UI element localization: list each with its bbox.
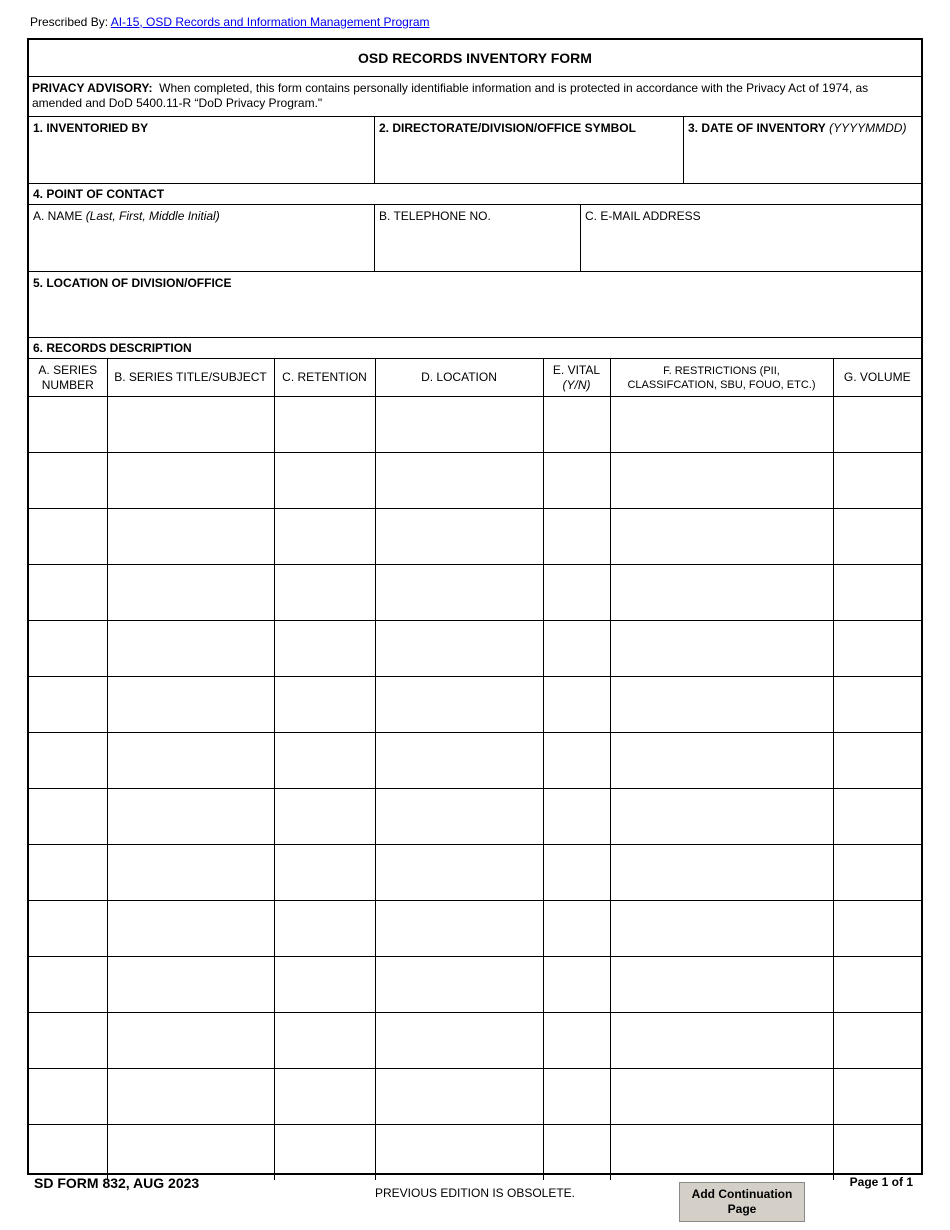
cell-location[interactable] — [375, 397, 543, 453]
cell-location[interactable] — [375, 789, 543, 845]
cell-vital[interactable] — [543, 453, 610, 509]
cell-vital[interactable] — [543, 1013, 610, 1069]
cell-series-number[interactable] — [29, 1013, 107, 1069]
cell-retention[interactable] — [274, 453, 375, 509]
cell-vital[interactable] — [543, 957, 610, 1013]
cell-location[interactable] — [375, 845, 543, 901]
series-number-header-line2: NUMBER — [41, 377, 94, 392]
table-row — [29, 1069, 921, 1125]
prescribing-directive-link[interactable]: AI-15, OSD Records and Information Management Program — [110, 15, 430, 29]
table-row — [29, 789, 921, 845]
cell-series-title[interactable] — [107, 1013, 274, 1069]
form-identifier: SD FORM 832, AUG 2023 — [34, 1175, 200, 1191]
cell-location[interactable] — [375, 1069, 543, 1125]
poc-email-input[interactable] — [583, 225, 919, 269]
cell-volume[interactable] — [833, 1013, 921, 1069]
table-row — [29, 901, 921, 957]
add-continuation-page-button[interactable] — [679, 1182, 805, 1222]
cell-series-number[interactable] — [29, 509, 107, 565]
column-header-vital — [543, 359, 610, 397]
cell-volume[interactable] — [833, 1125, 921, 1181]
cell-retention[interactable] — [274, 1125, 375, 1181]
cell-volume[interactable] — [833, 453, 921, 509]
obsolete-edition-note: PREVIOUS EDITION IS OBSOLETE. — [374, 1186, 576, 1200]
cell-retention[interactable] — [274, 845, 375, 901]
point-of-contact-label: 4. POINT OF CONTACT — [29, 184, 921, 205]
cell-volume[interactable] — [833, 733, 921, 789]
table-row — [29, 453, 921, 509]
cell-restrictions[interactable] — [610, 1013, 833, 1069]
vital-header-line2: (Y/N) — [562, 377, 591, 392]
cell-restrictions[interactable] — [610, 509, 833, 565]
office-location-label: 5. LOCATION OF DIVISION/OFFICE — [33, 276, 232, 290]
inventoried-by-label: 1. INVENTORIED BY — [33, 121, 149, 135]
cell-volume[interactable] — [833, 621, 921, 677]
records-table-header — [29, 359, 921, 397]
cell-series-title[interactable] — [107, 789, 274, 845]
records-table-body — [29, 397, 921, 1181]
cell-restrictions[interactable] — [610, 621, 833, 677]
records-table — [29, 358, 921, 1180]
cell-vital[interactable] — [543, 397, 610, 453]
table-row — [29, 1125, 921, 1181]
column-header-volume: G. VOLUME — [833, 359, 921, 397]
cell-retention[interactable] — [274, 1069, 375, 1125]
table-row — [29, 509, 921, 565]
cell-volume[interactable] — [833, 397, 921, 453]
cell-retention[interactable] — [274, 901, 375, 957]
cell-location[interactable] — [375, 1013, 543, 1069]
column-header-series-number — [29, 359, 107, 397]
cell-location[interactable] — [375, 453, 543, 509]
cell-volume[interactable] — [833, 789, 921, 845]
cell-series-title[interactable] — [107, 901, 274, 957]
cell-location[interactable] — [375, 565, 543, 621]
restrictions-header-line1: F. RESTRICTIONS (PII, — [663, 364, 780, 377]
cell-restrictions[interactable] — [610, 957, 833, 1013]
restrictions-header-line2: CLASSIFCATION, SBU, FOUO, ETC.) — [627, 378, 816, 391]
cell-vital[interactable] — [543, 901, 610, 957]
cell-series-title[interactable] — [107, 621, 274, 677]
cell-volume[interactable] — [833, 677, 921, 733]
cell-vital[interactable] — [543, 845, 610, 901]
cell-vital[interactable] — [543, 621, 610, 677]
add-continuation-label-line2: Page — [727, 1202, 757, 1216]
column-header-restrictions — [610, 359, 833, 397]
cell-vital[interactable] — [543, 733, 610, 789]
cell-vital[interactable] — [543, 1069, 610, 1125]
cell-series-number[interactable] — [29, 1125, 107, 1181]
prescribed-label: Prescribed By: — [30, 15, 109, 29]
cell-retention[interactable] — [274, 565, 375, 621]
office-location-cell — [29, 272, 921, 338]
records-description-label: 6. RECORDS DESCRIPTION — [33, 341, 192, 355]
poc-name-label: A. NAME — [33, 209, 83, 223]
poc-telephone-label: B. TELEPHONE NO. — [379, 209, 491, 223]
cell-volume[interactable] — [833, 901, 921, 957]
cell-series-number[interactable] — [29, 453, 107, 509]
cell-restrictions[interactable] — [610, 1069, 833, 1125]
cell-series-number[interactable] — [29, 397, 107, 453]
cell-volume[interactable] — [833, 509, 921, 565]
cell-vital[interactable] — [543, 565, 610, 621]
cell-series-number[interactable] — [29, 733, 107, 789]
cell-series-number[interactable] — [29, 565, 107, 621]
cell-vital[interactable] — [543, 789, 610, 845]
cell-series-title[interactable] — [107, 509, 274, 565]
cell-vital[interactable] — [543, 677, 610, 733]
column-header-location: D. LOCATION — [375, 359, 543, 397]
cell-restrictions[interactable] — [610, 901, 833, 957]
poc-telephone-input[interactable] — [377, 225, 578, 269]
cell-series-number[interactable] — [29, 621, 107, 677]
date-of-inventory-cell — [684, 117, 921, 184]
cell-volume[interactable] — [833, 957, 921, 1013]
cell-restrictions[interactable] — [610, 789, 833, 845]
records-inventory-form — [27, 38, 923, 1175]
inventoried-by-cell — [29, 117, 375, 184]
cell-series-title[interactable] — [107, 1125, 274, 1181]
table-row — [29, 621, 921, 677]
cell-series-title[interactable] — [107, 397, 274, 453]
directorate-label: 2. DIRECTORATE/DIVISION/OFFICE SYMBOL — [379, 121, 636, 135]
table-row — [29, 733, 921, 789]
directorate-input[interactable] — [377, 137, 681, 181]
cell-series-title[interactable] — [107, 733, 274, 789]
table-row — [29, 677, 921, 733]
cell-retention[interactable] — [274, 1013, 375, 1069]
cell-restrictions[interactable] — [610, 453, 833, 509]
cell-series-number[interactable] — [29, 901, 107, 957]
cell-series-number[interactable] — [29, 957, 107, 1013]
date-format-hint: (YYYYMMDD) — [829, 121, 907, 135]
poc-telephone-cell — [375, 205, 581, 272]
cell-volume[interactable] — [833, 1069, 921, 1125]
cell-series-number[interactable] — [29, 1069, 107, 1125]
cell-location[interactable] — [375, 677, 543, 733]
cell-restrictions[interactable] — [610, 733, 833, 789]
cell-series-title[interactable] — [107, 845, 274, 901]
poc-name-input[interactable] — [31, 225, 372, 269]
cell-retention[interactable] — [274, 957, 375, 1013]
column-header-series-title: B. SERIES TITLE/SUBJECT — [107, 359, 274, 397]
cell-location[interactable] — [375, 733, 543, 789]
table-row — [29, 845, 921, 901]
cell-vital[interactable] — [543, 1125, 610, 1181]
cell-series-number[interactable] — [29, 677, 107, 733]
series-number-header-line1: A. SERIES — [38, 362, 98, 377]
directorate-cell — [375, 117, 684, 184]
cell-series-title[interactable] — [107, 453, 274, 509]
poc-name-hint: (Last, First, Middle Initial) — [85, 209, 220, 223]
prescribed-by — [30, 15, 430, 29]
cell-restrictions[interactable] — [610, 1125, 833, 1181]
cell-restrictions[interactable] — [610, 397, 833, 453]
privacy-advisory-text: When completed, this form contains personally identifiable information and is protected in accordance with the Privacy Act of 1974, as amended and DoD 5400.11-R “DoD Privacy Program." — [32, 81, 869, 110]
cell-series-number[interactable] — [29, 789, 107, 845]
privacy-advisory — [29, 77, 921, 117]
cell-vital[interactable] — [543, 509, 610, 565]
cell-retention[interactable] — [274, 621, 375, 677]
cell-location[interactable] — [375, 621, 543, 677]
column-header-retention: C. RETENTION — [274, 359, 375, 397]
poc-email-label: C. E-MAIL ADDRESS — [585, 209, 701, 223]
page-indicator: Page 1 of 1 — [849, 1175, 913, 1189]
table-row — [29, 1013, 921, 1069]
cell-volume[interactable] — [833, 845, 921, 901]
poc-name-cell — [29, 205, 375, 272]
cell-retention[interactable] — [274, 397, 375, 453]
cell-restrictions[interactable] — [610, 845, 833, 901]
cell-retention[interactable] — [274, 677, 375, 733]
cell-series-number[interactable] — [29, 845, 107, 901]
cell-series-title[interactable] — [107, 1069, 274, 1125]
date-of-inventory-label: 3. DATE OF INVENTORY — [688, 121, 826, 135]
cell-series-title[interactable] — [107, 677, 274, 733]
cell-location[interactable] — [375, 509, 543, 565]
cell-restrictions[interactable] — [610, 677, 833, 733]
office-location-input[interactable] — [31, 292, 919, 335]
cell-location[interactable] — [375, 901, 543, 957]
cell-series-title[interactable] — [107, 565, 274, 621]
table-row — [29, 397, 921, 453]
cell-volume[interactable] — [833, 565, 921, 621]
inventoried-by-input[interactable] — [31, 137, 372, 181]
cell-location[interactable] — [375, 1125, 543, 1181]
cell-series-title[interactable] — [107, 957, 274, 1013]
date-of-inventory-input[interactable] — [686, 137, 919, 181]
cell-restrictions[interactable] — [610, 565, 833, 621]
table-row — [29, 957, 921, 1013]
poc-email-cell — [581, 205, 921, 272]
form-title: OSD RECORDS INVENTORY FORM — [29, 40, 921, 77]
privacy-advisory-label: PRIVACY ADVISORY: — [32, 81, 153, 95]
cell-retention[interactable] — [274, 733, 375, 789]
add-continuation-label-line1: Add Continuation — [691, 1187, 793, 1201]
cell-location[interactable] — [375, 957, 543, 1013]
cell-retention[interactable] — [274, 789, 375, 845]
vital-header-line1: E. VITAL — [552, 362, 601, 377]
cell-retention[interactable] — [274, 509, 375, 565]
table-row — [29, 565, 921, 621]
